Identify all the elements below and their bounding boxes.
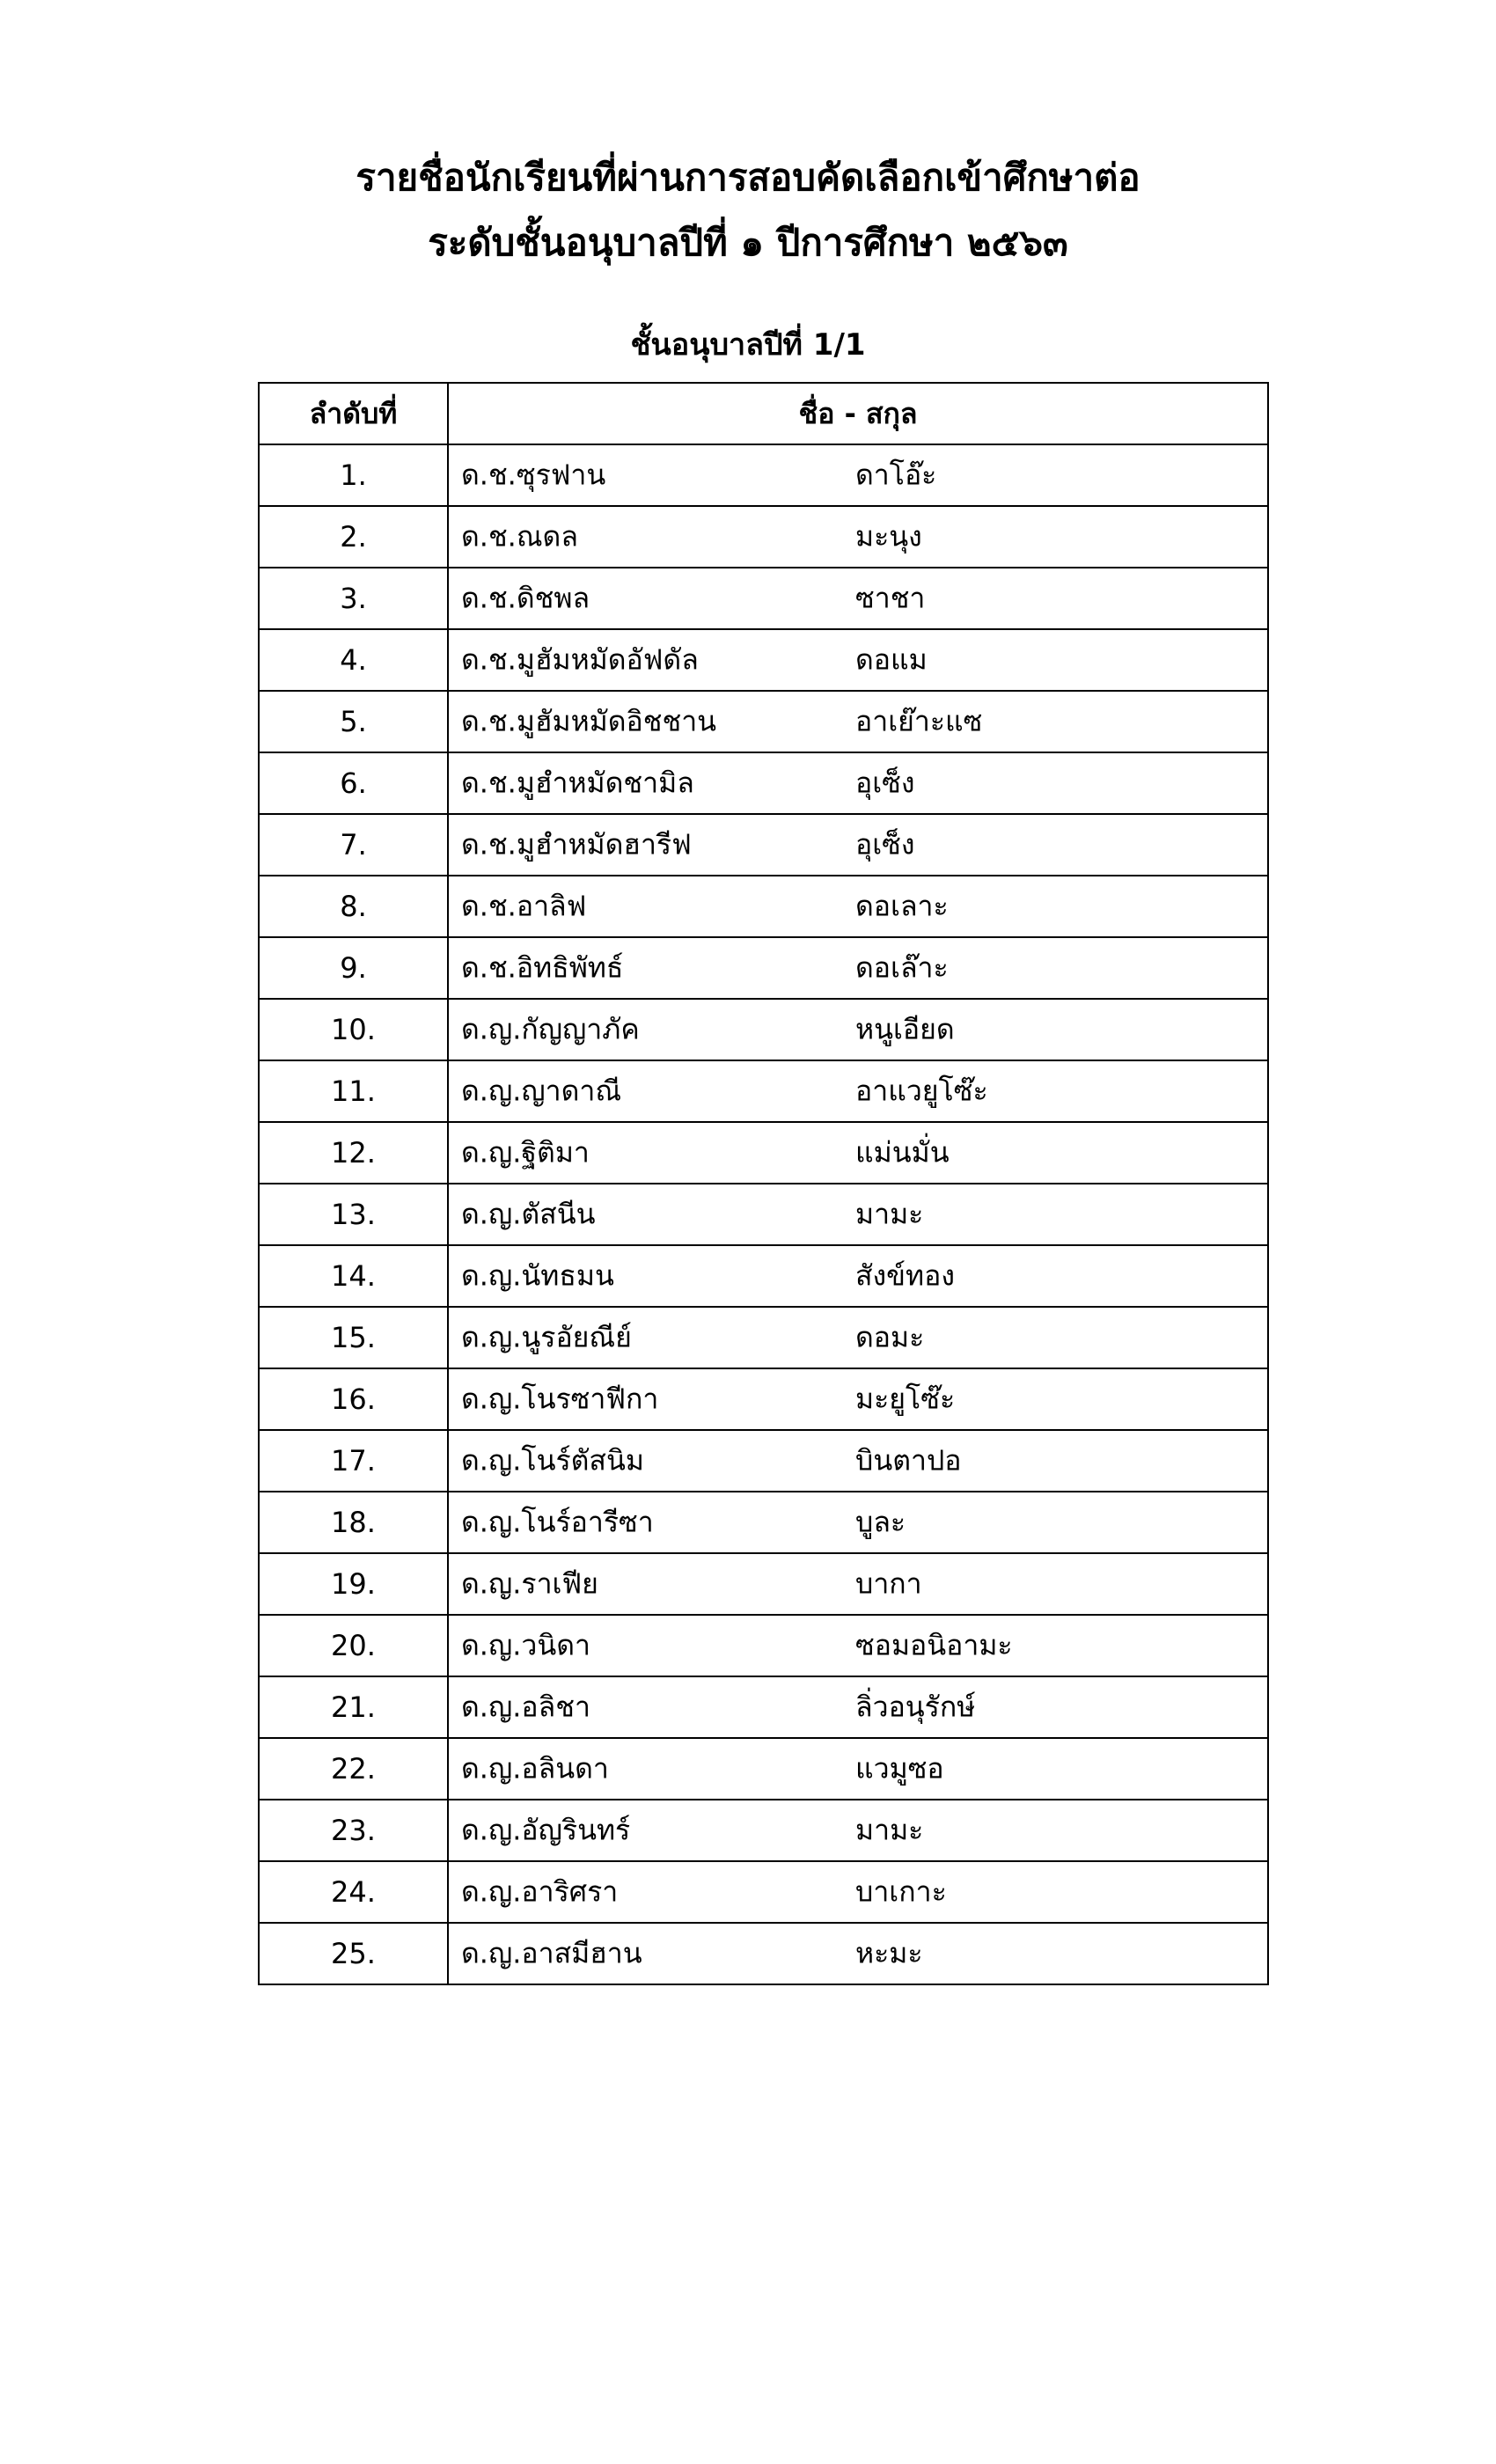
table-row: [259, 752, 1268, 814]
student-family-name: มะยูโซ๊ะ: [855, 1382, 956, 1416]
row-number: 16.: [259, 1368, 448, 1430]
student-given-name: ด.ญ.โนร์อารีซา: [461, 1505, 654, 1539]
row-name-cell: [448, 1492, 1268, 1553]
row-name-cell: [448, 1430, 1268, 1492]
student-family-name: แวมูซอ: [855, 1751, 944, 1786]
row-number: 20.: [259, 1615, 448, 1676]
row-name-cell: [448, 937, 1268, 999]
student-family-name: ดอแม: [855, 642, 928, 677]
student-family-name: ซาชา: [855, 581, 926, 615]
row-number: 1.: [259, 444, 448, 506]
student-family-name: อุเซ็ง: [855, 766, 915, 800]
table-row: [259, 1800, 1268, 1861]
row-number: 15.: [259, 1307, 448, 1368]
student-given-name: ด.ญ.นูรอัยณีย์: [461, 1320, 632, 1354]
student-family-name: มามะ: [855, 1813, 924, 1847]
row-name-cell: [448, 1923, 1268, 1984]
student-given-name: ด.ช.อิทธิพัทธ์: [461, 950, 624, 985]
row-name-cell: [448, 1368, 1268, 1430]
row-name-cell: [448, 814, 1268, 876]
row-number: 5.: [259, 691, 448, 752]
student-given-name: ด.ช.ณดล: [461, 519, 578, 554]
student-given-name: ด.ญ.อาสมีฮาน: [461, 1936, 642, 1970]
student-family-name: หะมะ: [855, 1936, 923, 1970]
table-row: [259, 876, 1268, 937]
row-name-cell: [448, 1307, 1268, 1368]
row-number: 2.: [259, 506, 448, 568]
row-name-cell: [448, 752, 1268, 814]
row-name-cell: [448, 1676, 1268, 1738]
student-family-name: ลิ่วอนุรักษ์: [855, 1690, 976, 1724]
student-given-name: ด.ญ.อาริศรา: [461, 1874, 619, 1909]
student-family-name: ซอมอนิอามะ: [855, 1628, 1013, 1662]
student-family-name: หนูเอียด: [855, 1012, 955, 1046]
table-body: [259, 444, 1268, 1984]
row-number: 11.: [259, 1060, 448, 1122]
student-given-name: ด.ช.อาลิฟ: [461, 889, 587, 923]
student-given-name: ด.ญ.โนรซาฟีกา: [461, 1382, 659, 1416]
table-row: [259, 1738, 1268, 1800]
row-number: 17.: [259, 1430, 448, 1492]
header-number: ลำดับที่: [259, 383, 448, 444]
table-row: [259, 1861, 1268, 1923]
row-number: 3.: [259, 568, 448, 629]
student-given-name: ด.ญ.โนร์ตัสนิม: [461, 1443, 644, 1478]
student-family-name: บินตาปอ: [855, 1443, 962, 1478]
student-family-name: อุเซ็ง: [855, 827, 915, 862]
student-family-name: มะนุง: [855, 519, 922, 554]
student-given-name: ด.ญ.กัญญาภัค: [461, 1012, 640, 1046]
student-given-name: ด.ญ.ญาดาณี: [461, 1074, 622, 1108]
row-number: 24.: [259, 1861, 448, 1923]
table-row: [259, 1122, 1268, 1184]
table-row: [259, 1184, 1268, 1245]
student-family-name: ดาโอ๊ะ: [855, 458, 937, 492]
table-row: [259, 444, 1268, 506]
table-header-row: [259, 383, 1268, 444]
student-given-name: ด.ญ.นัทธมน: [461, 1258, 614, 1293]
row-number: 18.: [259, 1492, 448, 1553]
table-row: [259, 1923, 1268, 1984]
student-roster-table: [258, 382, 1269, 1985]
student-given-name: ด.ญ.อลินดา: [461, 1751, 609, 1786]
row-name-cell: [448, 999, 1268, 1060]
table-row: [259, 814, 1268, 876]
student-family-name: ดอมะ: [855, 1320, 925, 1354]
row-name-cell: [448, 1122, 1268, 1184]
class-heading: ชั้นอนุบาลปีที่ 1/1: [630, 327, 866, 363]
table-row: [259, 1492, 1268, 1553]
row-number: 13.: [259, 1184, 448, 1245]
row-number: 22.: [259, 1738, 448, 1800]
student-family-name: อาเย๊าะแซ: [855, 704, 983, 738]
table-row: [259, 1615, 1268, 1676]
row-number: 19.: [259, 1553, 448, 1615]
row-name-cell: [448, 876, 1268, 937]
row-number: 8.: [259, 876, 448, 937]
student-given-name: ด.ช.มูฮำหมัดชามิล: [461, 766, 694, 800]
row-number: 21.: [259, 1676, 448, 1738]
row-number: 25.: [259, 1923, 448, 1984]
table-row: [259, 506, 1268, 568]
row-name-cell: [448, 1553, 1268, 1615]
row-name-cell: [448, 506, 1268, 568]
student-family-name: ดอเล๊าะ: [855, 950, 949, 985]
student-given-name: ด.ช.มูฮัมหมัดอิชชาน: [461, 704, 717, 738]
row-number: 23.: [259, 1800, 448, 1861]
row-name-cell: [448, 1615, 1268, 1676]
student-given-name: ด.ช.ดิชพล: [461, 581, 590, 615]
row-number: 12.: [259, 1122, 448, 1184]
table-row: [259, 691, 1268, 752]
student-given-name: ด.ญ.วนิดา: [461, 1628, 590, 1662]
row-name-cell: [448, 1738, 1268, 1800]
row-number: 6.: [259, 752, 448, 814]
student-given-name: ด.ช.ซุรฟาน: [461, 458, 606, 492]
table-row: [259, 1553, 1268, 1615]
student-given-name: ด.ญ.ราเฟีย: [461, 1566, 598, 1601]
table-row: [259, 1245, 1268, 1307]
student-family-name: มามะ: [855, 1197, 924, 1231]
table-row: [259, 1430, 1268, 1492]
row-number: 4.: [259, 629, 448, 691]
student-given-name: ด.ญ.อลิชา: [461, 1690, 590, 1724]
row-name-cell: [448, 1800, 1268, 1861]
table-row: [259, 629, 1268, 691]
student-family-name: บากา: [855, 1566, 922, 1601]
student-family-name: สังข์ทอง: [855, 1258, 955, 1293]
row-name-cell: [448, 1861, 1268, 1923]
student-family-name: อาแวยูโซ๊ะ: [855, 1074, 988, 1108]
table-row: [259, 1368, 1268, 1430]
row-name-cell: [448, 444, 1268, 506]
student-family-name: ดอเลาะ: [855, 889, 949, 923]
row-number: 14.: [259, 1245, 448, 1307]
row-name-cell: [448, 1184, 1268, 1245]
table-row: [259, 1307, 1268, 1368]
row-number: 9.: [259, 937, 448, 999]
student-given-name: ด.ญ.อัญรินทร์: [461, 1813, 631, 1847]
student-given-name: ด.ช.มูฮำหมัดฮารีฟ: [461, 827, 692, 862]
header-name: ชื่อ - สกุล: [448, 383, 1268, 444]
row-name-cell: [448, 1060, 1268, 1122]
student-family-name: บูละ: [855, 1505, 906, 1539]
student-family-name: แม่นมั่น: [855, 1135, 950, 1170]
student-family-name: บาเกาะ: [855, 1874, 947, 1909]
student-given-name: ด.ญ.ฐิติมา: [461, 1135, 590, 1170]
table-row: [259, 999, 1268, 1060]
row-name-cell: [448, 691, 1268, 752]
table-row: [259, 1060, 1268, 1122]
row-name-cell: [448, 629, 1268, 691]
row-name-cell: [448, 568, 1268, 629]
document-title-line-2: ระดับชั้นอนุบาลปีที่ ๑ ปีการศึกษา ๒๕๖๓: [428, 221, 1068, 264]
row-number: 7.: [259, 814, 448, 876]
document-title-line-1: รายชื่อนักเรียนที่ผ่านการสอบคัดเลือกเข้าศึกษาต่อ: [356, 156, 1140, 199]
student-given-name: ด.ช.มูฮัมหมัดอัฟดัล: [461, 642, 699, 677]
table-row: [259, 1676, 1268, 1738]
student-given-name: ด.ญ.ตัสนีน: [461, 1197, 596, 1231]
row-name-cell: [448, 1245, 1268, 1307]
table-row: [259, 568, 1268, 629]
row-number: 10.: [259, 999, 448, 1060]
table-row: [259, 937, 1268, 999]
